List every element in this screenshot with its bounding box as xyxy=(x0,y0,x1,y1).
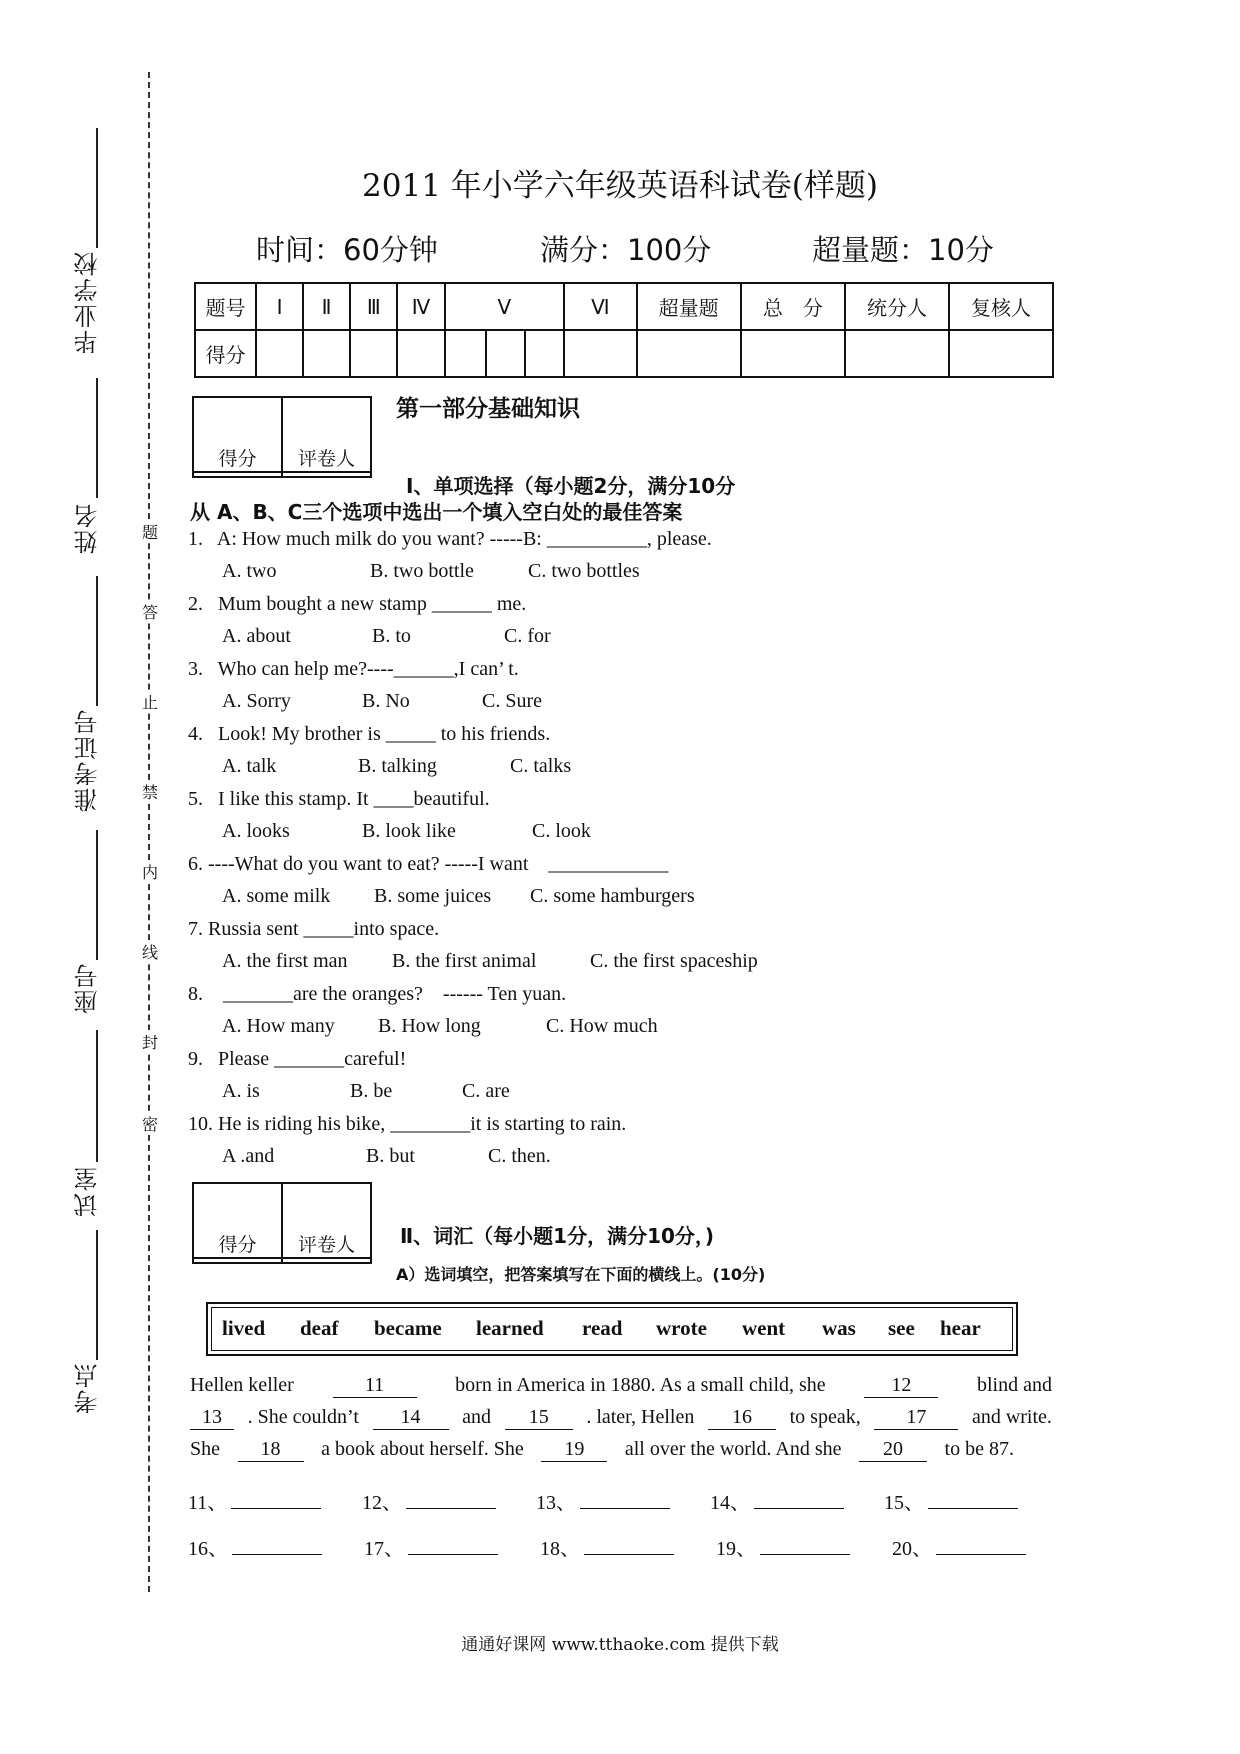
answer-slot[interactable] xyxy=(716,1532,850,1561)
answer-option[interactable]: C. are xyxy=(462,1080,510,1102)
answer-option[interactable]: C. then. xyxy=(488,1145,551,1167)
answer-option[interactable]: C. the first spaceship xyxy=(590,950,758,972)
passage-text: and write. xyxy=(971,1406,1052,1428)
passage-text: . She couldn’t xyxy=(247,1406,359,1428)
word-bank-word: learned xyxy=(476,1316,544,1340)
room-underline xyxy=(96,1030,98,1162)
answer-slot[interactable] xyxy=(188,1532,322,1561)
answer-option[interactable]: C. some hamburgers xyxy=(530,885,695,907)
passage-text: blind and xyxy=(976,1374,1052,1396)
answer-line[interactable] xyxy=(408,1536,498,1555)
answer-line[interactable] xyxy=(928,1490,1018,1509)
seal-char: 线 xyxy=(138,940,162,963)
header-cell: 超量题 xyxy=(637,283,741,330)
grader-reviewer-label: 评卷人 xyxy=(282,1183,371,1258)
part1-heading: 第一部分基础知识 xyxy=(396,396,580,422)
seal-char: 止 xyxy=(138,690,162,713)
label-school: 毕业学校 xyxy=(74,250,102,354)
answer-slot[interactable] xyxy=(710,1486,844,1515)
passage-text: . later, Hellen xyxy=(586,1406,695,1428)
word-bank-word: hear xyxy=(940,1316,981,1340)
section1-title: Ⅰ、单项选择（每小题2分，满分10分 xyxy=(406,474,736,498)
passage-text: all over the world. And she xyxy=(624,1438,842,1460)
label-ticket-number: 准考证号 xyxy=(74,708,102,812)
passage-blank-11[interactable]: 11 xyxy=(333,1374,417,1398)
header-cell: 复核人 xyxy=(949,283,1053,330)
question-stem: 2. Mum bought a new stamp ______ me. xyxy=(188,593,527,615)
answer-option[interactable]: B. the first animal xyxy=(392,950,537,972)
seal-char: 答 xyxy=(138,600,162,623)
answer-number: 11、 xyxy=(188,1492,228,1514)
score-table-header-row xyxy=(195,283,1053,330)
answer-option[interactable]: C. two bottles xyxy=(528,560,640,582)
answer-slot[interactable] xyxy=(892,1532,1026,1561)
answer-option[interactable]: B. talking xyxy=(358,755,437,777)
name-underline xyxy=(96,378,98,498)
full-score: 满分：100分 xyxy=(540,233,712,267)
answer-line[interactable] xyxy=(580,1490,670,1509)
answer-option[interactable]: B. No xyxy=(362,690,410,712)
answer-line[interactable] xyxy=(406,1490,496,1509)
score-cell[interactable] xyxy=(397,330,444,377)
header-cell: Ⅵ xyxy=(564,283,637,330)
passage-text: to speak, xyxy=(789,1406,861,1428)
score-cell[interactable] xyxy=(845,330,949,377)
answer-option[interactable]: B. How long xyxy=(378,1015,481,1037)
answer-option[interactable]: B. two bottle xyxy=(370,560,474,582)
answer-option[interactable]: C. for xyxy=(504,625,551,647)
seal-char: 禁 xyxy=(138,780,162,803)
header-cell: Ⅰ xyxy=(256,283,303,330)
question-stem: 5. I like this stamp. It ____beautiful. xyxy=(188,788,490,810)
score-cell[interactable] xyxy=(256,330,303,377)
answer-number: 17、 xyxy=(364,1538,404,1560)
word-bank-word: wrote xyxy=(656,1316,707,1340)
passage-text: She xyxy=(190,1438,220,1460)
passage-text: born in America in 1880. As a small child, she xyxy=(455,1374,826,1396)
answer-number: 18、 xyxy=(540,1538,580,1560)
word-bank-word: went xyxy=(742,1316,786,1340)
answer-option[interactable]: A .and xyxy=(222,1145,275,1167)
header-cell: 题号 xyxy=(195,283,256,330)
passage-blank-14[interactable]: 14 xyxy=(373,1406,449,1430)
word-bank-word: was xyxy=(822,1316,856,1340)
passage-blank-19[interactable]: 19 xyxy=(541,1438,607,1462)
seal-char: 题 xyxy=(138,520,162,543)
answer-line[interactable] xyxy=(754,1490,844,1509)
score-cell[interactable] xyxy=(350,330,397,377)
answer-option[interactable]: A. Sorry xyxy=(222,690,291,712)
grader-box-section2 xyxy=(192,1182,372,1264)
score-cell[interactable] xyxy=(637,330,741,377)
passage-line-3 xyxy=(190,1438,1014,1462)
answer-option[interactable]: A. is xyxy=(222,1080,260,1102)
score-cell[interactable] xyxy=(303,330,350,377)
answer-line[interactable] xyxy=(231,1490,321,1509)
header-cell: 统分人 xyxy=(845,283,949,330)
label-room: 试室 xyxy=(74,1165,102,1217)
question-stem: 6. ----What do you want to eat? -----I want ____________ xyxy=(188,853,669,875)
header-cell: Ⅳ xyxy=(397,283,444,330)
answer-option[interactable]: C. talks xyxy=(510,755,572,777)
passage-blank-12[interactable]: 12 xyxy=(864,1374,938,1398)
answer-option[interactable]: B. some juices xyxy=(374,885,492,907)
answer-slot[interactable] xyxy=(540,1532,674,1561)
answer-option[interactable]: A. the first man xyxy=(222,950,348,972)
answer-number: 19、 xyxy=(716,1538,756,1560)
footer-credit: 通通好课网 www.tthaoke.com 提供下载 xyxy=(461,1635,779,1655)
score-row-label: 得分 xyxy=(195,330,256,377)
answer-slot[interactable] xyxy=(884,1486,1018,1515)
answer-line[interactable] xyxy=(936,1536,1026,1555)
answer-number: 13、 xyxy=(536,1492,576,1514)
question-stem: 4. Look! My brother is _____ to his friends. xyxy=(188,723,551,745)
score-cell[interactable] xyxy=(445,330,486,377)
answer-option[interactable]: A. two xyxy=(222,560,277,582)
passage-blank-15[interactable]: 15 xyxy=(505,1406,573,1430)
grader-score-label: 得分 xyxy=(193,397,282,472)
answer-option[interactable]: C. Sure xyxy=(482,690,542,712)
answer-slot[interactable] xyxy=(362,1486,496,1515)
label-site: 考点 xyxy=(74,1362,102,1414)
exam-time: 时间：60分钟 xyxy=(256,233,438,267)
answer-number: 14、 xyxy=(710,1492,750,1514)
passage-text: a book about herself. She xyxy=(321,1438,524,1460)
header-cell: 总 分 xyxy=(741,283,845,330)
question-stem: 7. Russia sent _____into space. xyxy=(188,918,440,940)
score-cell[interactable] xyxy=(525,330,564,377)
question-stem: 8. _______are the oranges? ------ Ten yuan. xyxy=(188,983,567,1005)
answer-number: 15、 xyxy=(884,1492,924,1514)
question-stem: 1. A: How much milk do you want? -----B: __________, please. xyxy=(188,528,712,550)
section1-instruction: 从 A、B、C三个选项中选出一个填入空白处的最佳答案 xyxy=(190,500,683,524)
grader-box-part1 xyxy=(192,396,372,478)
seal-char: 内 xyxy=(138,860,162,883)
seal-dotted-line xyxy=(148,72,150,1592)
passage-line-1 xyxy=(190,1374,1052,1398)
score-table-score-row xyxy=(195,330,1053,377)
score-cell[interactable] xyxy=(564,330,637,377)
answer-number: 12、 xyxy=(362,1492,402,1514)
grader-reviewer-cell[interactable] xyxy=(282,1258,371,1263)
header-cell: Ⅴ xyxy=(445,283,564,330)
question-stem: 9. Please _______careful! xyxy=(188,1048,407,1070)
passage-text: to be 87. xyxy=(944,1438,1014,1460)
answer-option[interactable]: C. How much xyxy=(546,1015,658,1037)
answer-option[interactable]: A. looks xyxy=(222,820,290,842)
word-bank-word: read xyxy=(582,1316,623,1340)
section2-subtitle: A）选词填空，把答案填写在下面的横线上。(10分) xyxy=(396,1265,766,1284)
answer-line[interactable] xyxy=(760,1536,850,1555)
question-stem: 3. Who can help me?----______,I can’ t. xyxy=(188,658,519,680)
grader-score-cell[interactable] xyxy=(193,472,282,477)
seal-char: 封 xyxy=(138,1030,162,1053)
label-name: 姓名 xyxy=(74,502,102,554)
word-bank-word: became xyxy=(374,1316,442,1340)
grader-score-cell[interactable] xyxy=(193,1258,282,1263)
score-table xyxy=(194,282,1054,378)
answer-option[interactable]: B. look like xyxy=(362,820,456,842)
answer-option[interactable]: A. talk xyxy=(222,755,277,777)
answer-option[interactable]: A. some milk xyxy=(222,885,331,907)
answer-option[interactable]: A. How many xyxy=(222,1015,335,1037)
score-cell[interactable] xyxy=(741,330,845,377)
answer-option[interactable]: B. be xyxy=(350,1080,393,1102)
question-stem: 10. He is riding his bike, ________it is starting to rain. xyxy=(188,1113,627,1135)
answer-option[interactable]: B. to xyxy=(372,625,411,647)
answer-option[interactable]: B. but xyxy=(366,1145,415,1167)
passage-text: Hellen keller xyxy=(190,1374,294,1396)
passage-blank-18[interactable]: 18 xyxy=(238,1438,304,1462)
ticket-underline xyxy=(96,576,98,706)
grader-reviewer-cell[interactable] xyxy=(282,472,371,477)
answer-slot[interactable] xyxy=(364,1532,498,1561)
header-cell: Ⅲ xyxy=(350,283,397,330)
seat-underline xyxy=(96,830,98,960)
passage-blank-17[interactable]: 17 xyxy=(874,1406,958,1430)
passage-blank-13[interactable]: 13 xyxy=(190,1406,234,1430)
grader-score-label: 得分 xyxy=(193,1183,282,1258)
answer-slot[interactable] xyxy=(536,1486,670,1515)
word-bank-word: deaf xyxy=(300,1316,339,1340)
page-title: 2011 年小学六年级英语科试卷(样题) xyxy=(362,168,878,204)
answer-option[interactable]: A. about xyxy=(222,625,291,647)
site-underline xyxy=(96,1230,98,1360)
grader-reviewer-label: 评卷人 xyxy=(282,397,371,472)
seal-char: 密 xyxy=(138,1112,162,1135)
score-cell[interactable] xyxy=(486,330,525,377)
answer-option[interactable]: C. look xyxy=(532,820,591,842)
passage-blank-20[interactable]: 20 xyxy=(859,1438,927,1462)
score-cell[interactable] xyxy=(949,330,1053,377)
word-bank-word: see xyxy=(888,1316,915,1340)
extra-score: 超量题：10分 xyxy=(812,233,994,267)
answer-number: 16、 xyxy=(188,1538,228,1560)
header-cell: Ⅱ xyxy=(303,283,350,330)
passage-line-2 xyxy=(190,1406,1052,1430)
label-seat: 座号 xyxy=(74,962,102,1014)
passage-text: and xyxy=(462,1406,492,1428)
answer-number: 20、 xyxy=(892,1538,932,1560)
section2-title: Ⅱ、词汇（每小题1分，满分10分，) xyxy=(400,1224,715,1248)
passage-blank-16[interactable]: 16 xyxy=(708,1406,776,1430)
word-bank-word: lived xyxy=(222,1316,266,1340)
answer-line[interactable] xyxy=(584,1536,674,1555)
answer-line[interactable] xyxy=(232,1536,322,1555)
answer-slot[interactable] xyxy=(188,1486,321,1515)
